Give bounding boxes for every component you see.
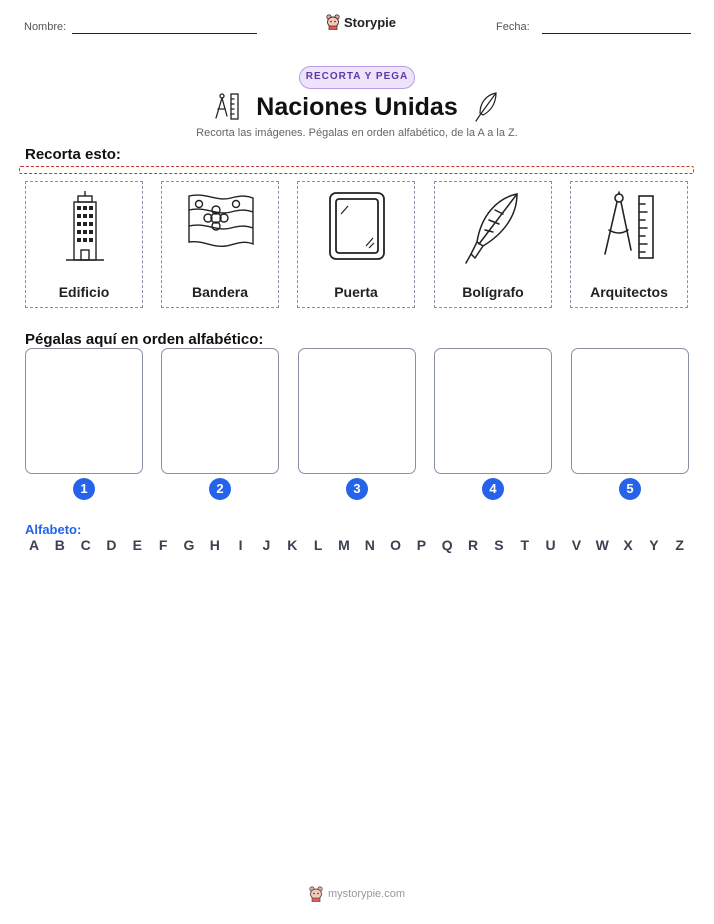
cut-label: Edificio (58, 284, 110, 300)
paste-number: 1 (73, 478, 95, 500)
cut-card-puerta[interactable] (297, 181, 415, 308)
compass-ruler-icon (595, 190, 665, 270)
paste-box-1[interactable] (25, 348, 143, 474)
activity-badge: RECORTA Y PEGA (299, 66, 415, 89)
cut-label: Puerta (334, 284, 378, 300)
alphabet-letter: L (313, 537, 323, 553)
cut-card-edificio[interactable] (25, 181, 143, 308)
paste-number: 4 (482, 478, 504, 500)
page-title: Naciones Unidas (256, 93, 458, 121)
paste-box-4[interactable] (434, 348, 552, 474)
alphabet-letter: H (209, 537, 220, 553)
cut-card-arquitectos[interactable] (570, 181, 688, 308)
alphabet-letter: E (132, 537, 142, 553)
alphabet-letter: Q (441, 537, 453, 553)
alphabet-letter: K (287, 537, 298, 553)
paste-number: 3 (346, 478, 368, 500)
cut-line (19, 166, 694, 174)
paste-number: 2 (209, 478, 231, 500)
cut-card-bandera[interactable] (161, 181, 279, 308)
alphabet-letter: Y (649, 537, 659, 553)
paste-number: 5 (619, 478, 641, 500)
alphabet-letter: J (262, 537, 271, 553)
cut-section-heading: Recorta esto: (25, 146, 121, 163)
alphabet-letters (25, 537, 689, 553)
name-line[interactable] (72, 33, 257, 34)
cut-label: Bandera (191, 284, 249, 300)
brand-logo (326, 14, 396, 30)
date-label: Fecha: (496, 21, 530, 33)
door-icon (322, 190, 392, 270)
alphabet-letter: X (623, 537, 633, 553)
alphabet-letter: T (520, 537, 530, 553)
name-label: Nombre: (24, 21, 67, 33)
bear-mascot-icon (309, 886, 323, 902)
cut-card-boligrafo[interactable] (434, 181, 552, 308)
alphabet-letter: A (28, 537, 40, 553)
alphabet-letter: Z (675, 537, 684, 553)
alphabet-letter: W (595, 537, 609, 553)
alphabet-heading: Alfabeto: (25, 522, 82, 537)
alphabet-letter: B (54, 537, 65, 553)
alphabet-letter: C (80, 537, 91, 553)
footer-url: mystorypie.com (327, 888, 406, 900)
paste-box-3[interactable] (298, 348, 416, 474)
paste-box-5[interactable] (571, 348, 689, 474)
alphabet-letter: R (468, 537, 479, 553)
alphabet-letter: M (338, 537, 350, 553)
flag-icon (186, 190, 256, 270)
quill-pen-icon (459, 190, 529, 270)
bear-mascot-icon (326, 14, 340, 30)
instructions: Recorta las imágenes. Pégalas en orden alfabético, de la A a la Z. (196, 127, 518, 139)
cut-label: Arquitectos (590, 284, 668, 300)
quill-pen-icon (472, 91, 500, 123)
alphabet-letter: N (364, 537, 375, 553)
alphabet-letter: U (545, 537, 556, 553)
alphabet-letter: D (106, 537, 117, 553)
alphabet-letter: I (238, 537, 243, 553)
footer (0, 886, 714, 902)
alphabet-letter: O (390, 537, 402, 553)
alphabet-letter: S (494, 537, 504, 553)
alphabet-letter: G (183, 537, 195, 553)
alphabet-letter: V (571, 537, 582, 553)
paste-box-2[interactable] (161, 348, 279, 474)
building-icon (50, 190, 120, 270)
cut-label: Bolígrafo (462, 284, 524, 300)
paste-section-heading: Pégalas aquí en orden alfabético: (25, 331, 264, 348)
alphabet-letter: F (158, 537, 168, 553)
date-line[interactable] (542, 33, 691, 34)
alphabet-letter: P (416, 537, 427, 553)
brand-name: Storypie (344, 14, 397, 30)
